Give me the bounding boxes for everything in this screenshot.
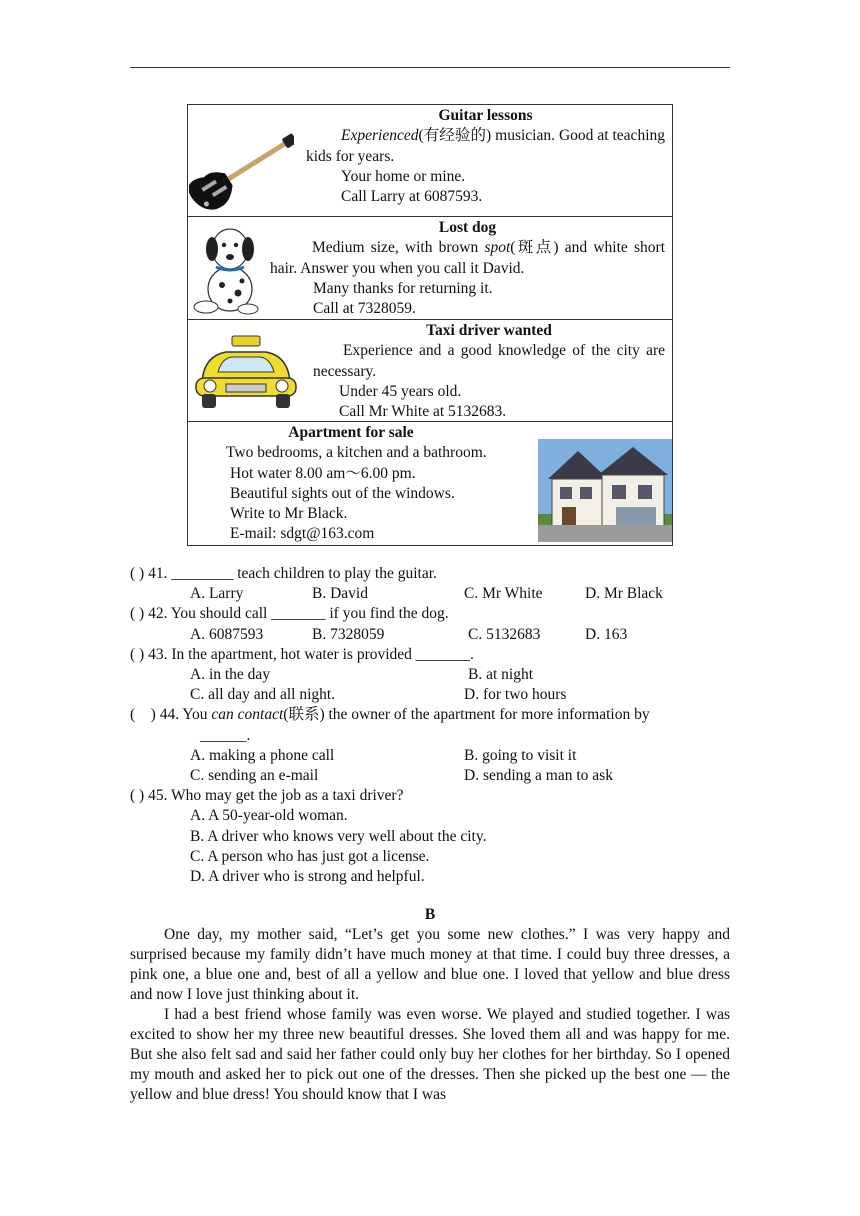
guitar-ad-title: Guitar lessons [438, 107, 533, 124]
house-image [538, 439, 672, 542]
question-44-stem [130, 705, 730, 725]
guitar-ad-text [306, 106, 665, 207]
apartment-ad-email: E-mail: sdgt@163.com [230, 525, 375, 543]
dog-ad-line1-rest: and white short hair. Answer you when you call it David. [270, 239, 665, 277]
option-b: B. 7328059 [312, 625, 385, 643]
q44-stem-rest: the owner of the apartment for more information by [324, 706, 650, 724]
passage-paragraph-2: I had a best friend whose family was even worse. We played and studied together. I was excited to show her my three new beautiful dresses. She loved them all and was happy for me. But she also felt sad and said her father could only buy her clothes for her birthday. So I opened my mouth and asked her to pick out one of the dresses. Then she picked up the best one — the yellow and blue dress! You should know that I was [130, 1006, 730, 1103]
guitar-ad-phone: Call Larry at 6087593. [341, 188, 483, 206]
option-c: C. A person who has just got a license. [190, 847, 430, 865]
q44-stem-pre: ( ) 44. You [130, 706, 212, 724]
option-c: C. sending an e-mail [190, 766, 319, 784]
apartment-ad-line3: Beautiful sights out of the windows. [230, 484, 455, 502]
question-43-options-ab [130, 665, 730, 685]
guitar-ad-gloss: (有经验的) [418, 127, 492, 145]
option-a: A. 6087593 [190, 625, 264, 643]
question-43-stem: ( ) 43. In the apartment, hot water is provided _______. [130, 645, 474, 663]
guitar-ad-keyword: Experienced [341, 127, 419, 145]
question-42-stem: ( ) 42. You should call _______ if you find the dog. [130, 605, 449, 623]
passage-paragraph-1: One day, my mother said, “Let’s get you some new clothes.” I was very happy and surprised because my family didn’t have much money at that time. I could buy three dresses, a pink one, a blue one and, best of all a yellow and blue one. I loved that yellow and blue dress and now I love just thinking about it. [130, 926, 730, 1003]
taxi-image [192, 332, 300, 412]
option-a: A. A 50-year-old woman. [190, 807, 348, 825]
guitar-ad-line1 [306, 126, 665, 167]
apartment-ad-line4: Write to Mr Black. [230, 505, 348, 523]
question-43-options-cd [130, 685, 730, 705]
question-41-stem: ( ) 41. ________ teach children to play the guitar. [130, 565, 437, 582]
ad-apartment-sale [188, 422, 672, 545]
option-d: D. A driver who is strong and helpful. [190, 867, 425, 885]
taxi-ad-title: Taxi driver wanted [426, 322, 552, 339]
taxi-ad-line2: Under 45 years old. [339, 382, 462, 400]
taxi-ad-text [313, 321, 665, 422]
option-a: A. Larry [190, 585, 244, 603]
dog-ad-keyword: spot [484, 239, 511, 257]
question-44-options-cd [130, 766, 730, 786]
questions-section [130, 564, 730, 887]
q44-gloss: (联系) [283, 706, 325, 724]
advertisements-table [187, 104, 673, 546]
taxi-ad-phone: Call Mr White at 5132683. [339, 403, 507, 421]
dog-ad-line1-pre: Medium size, with brown [312, 239, 485, 257]
option-d: D. Mr Black [585, 585, 663, 603]
question-44-blank: ______. [200, 726, 251, 744]
option-b: B. at night [468, 665, 534, 683]
dog-ad-line2: Many thanks for returning it. [313, 279, 493, 297]
option-a: A. in the day [190, 665, 271, 683]
option-c: C. all day and all night. [190, 686, 336, 704]
apartment-ad-line1: Two bedrooms, a kitchen and a bathroom. [226, 444, 487, 462]
ad-lost-dog [188, 217, 672, 320]
option-a: A. making a phone call [190, 746, 335, 764]
option-d: D. sending a man to ask [464, 766, 613, 784]
apartment-ad-text [226, 423, 546, 545]
dog-ad-text [270, 218, 665, 319]
reading-passage-b [130, 905, 730, 1105]
apartment-ad-title: Apartment for sale [288, 424, 414, 441]
header-rule [130, 67, 730, 68]
option-c: C. 5132683 [468, 625, 541, 643]
option-b: B. A driver who knows very well about the city. [190, 827, 487, 845]
q44-keyword: can contact [211, 706, 284, 724]
apartment-ad-line2: Hot water 8.00 am～6.00 pm. [230, 464, 416, 482]
option-b: B. David [312, 585, 368, 603]
question-45-stem: ( ) 45. Who may get the job as a taxi driver? [130, 787, 404, 805]
guitar-ad-line2: Your home or mine. [341, 167, 466, 185]
question-42-options [130, 625, 730, 645]
question-41-options [130, 584, 730, 604]
passage-heading: B [424, 906, 436, 923]
dog-ad-gloss: (斑点) [510, 239, 559, 257]
ad-guitar-lessons [188, 105, 672, 217]
guitar-image [189, 130, 294, 215]
option-d: D. 163 [585, 625, 628, 643]
option-c: C. Mr White [464, 585, 543, 603]
option-d: D. for two hours [464, 686, 567, 704]
dog-ad-line1 [270, 238, 665, 279]
dog-ad-phone: Call at 7328059. [313, 300, 416, 318]
dalmatian-dog-image [190, 219, 268, 317]
taxi-ad-line1: Experience and a good knowledge of the city are necessary. [313, 342, 665, 380]
question-44-options-ab [130, 746, 730, 766]
dog-ad-title: Lost dog [438, 219, 497, 236]
ad-taxi-driver [188, 320, 672, 422]
guitar-ad-line1-rest: musician. Good at teaching kids for years. [306, 127, 665, 165]
option-b: B. going to visit it [464, 746, 577, 764]
